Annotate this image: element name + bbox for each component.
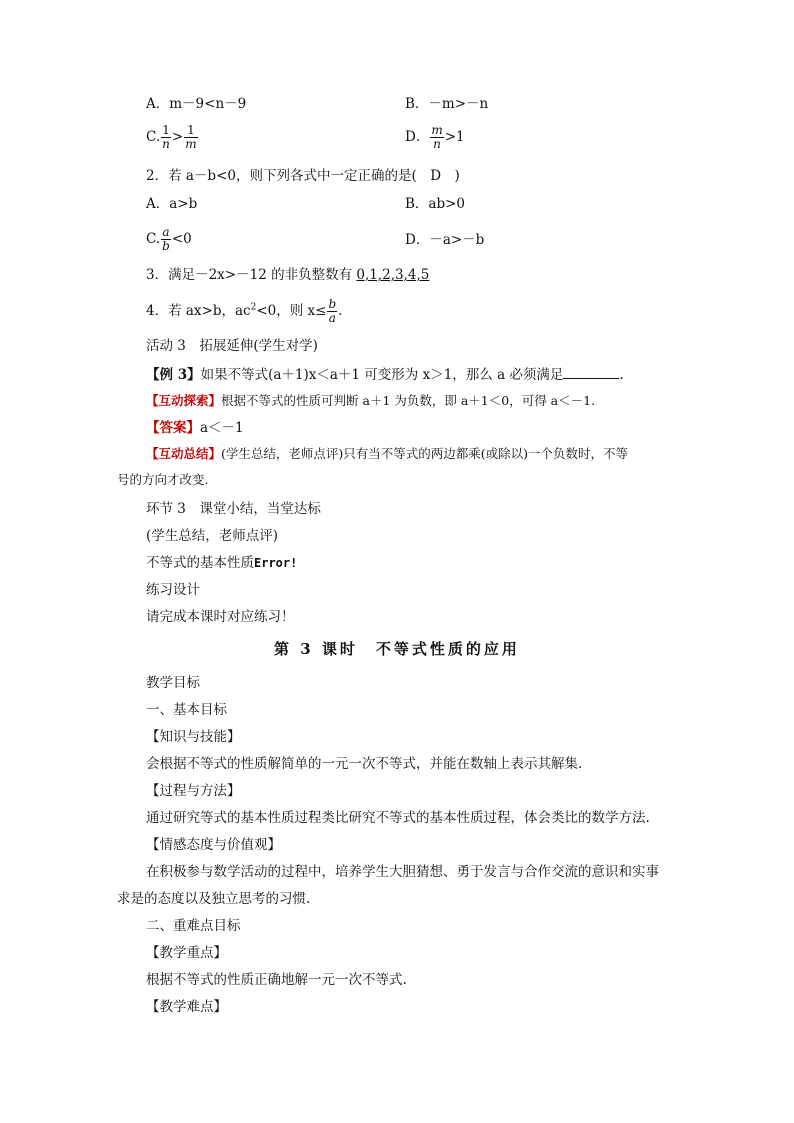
section-3-heading: 环节 3 课堂小结，当堂达标 xyxy=(146,501,321,517)
lesson-title: 第 3 课时 不等式性质的应用 xyxy=(274,640,520,658)
q2-option-c: C. $\frac{a}{b}$ <0 xyxy=(146,225,192,253)
q1-option-b: B．－m>－n xyxy=(405,96,489,112)
error-text: Error! xyxy=(254,556,298,570)
fraction: $\frac{1}{m}$ xyxy=(185,123,197,151)
goals-heading: 教学目标 xyxy=(146,675,200,691)
answer-blank xyxy=(563,366,619,379)
basic-property: 不等式的基本性质Error! xyxy=(146,555,298,571)
q2-option-d: D．－a>－b xyxy=(405,232,485,248)
emotion-text-cont: 求是的态度以及独立思考的习惯. xyxy=(117,891,311,907)
interactive-explore: 【互动探索】根据不等式的性质可判断 a＋1 为负数，即 a＋1＜0，可得 a＜－1. xyxy=(146,393,596,408)
q3-answer: 0,1,2,3,4,5 xyxy=(356,267,430,283)
knowledge-heading: 【知识与技能】 xyxy=(146,729,241,745)
basic-goals-heading: 一、基本目标 xyxy=(146,702,227,718)
q4: 4．若 ax>b，$ac^2<0$，则 x≤ $\frac{b}{a}$ . xyxy=(146,297,343,325)
fraction: $\frac{b}{a}$ xyxy=(328,297,337,325)
q1-option-c: C. $\frac{1}{n}$ > $\frac{1}{m}$ xyxy=(146,123,197,151)
process-text: 通过研究等式的基本性质过程类比研究不等式的基本性质过程，体会类比的数学方法. xyxy=(146,810,650,826)
q1-option-d: D． $\frac{m}{n}$ >1 xyxy=(405,123,465,151)
fraction: $\frac{m}{n}$ xyxy=(431,123,443,151)
emotion-heading: 【情感态度与价值观】 xyxy=(146,837,281,853)
activity-3-heading: 活动 3 拓展延伸(学生对学) xyxy=(146,338,318,354)
emotion-text: 在积极参与数学活动的过程中，培养学生大胆猜想、勇于发言与合作交流的意识和实事 xyxy=(146,864,659,880)
practice-text: 请完成本课时对应练习！ xyxy=(146,609,295,625)
interactive-summary: 【互动总结】(学生总结，老师点评)只有当不等式的两边都乘(或除以)一个负数时，不等 xyxy=(146,446,629,461)
q2-stem: 2．若 a－b<0，则下列各式中一定正确的是( D ) xyxy=(146,168,460,184)
example-3: 【例 3】如果不等式(a＋1)x＜a＋1 可变形为 x＞1，那么 a 必须满足 . xyxy=(146,367,624,383)
process-heading: 【过程与方法】 xyxy=(146,783,241,799)
practice-heading: 练习设计 xyxy=(146,582,200,598)
knowledge-text: 会根据不等式的性质解简单的一元一次不等式，并能在数轴上表示其解集. xyxy=(146,756,583,772)
student-summary: (学生总结，老师点评) xyxy=(146,528,279,544)
difficulty-heading: 【教学难点】 xyxy=(146,999,227,1015)
q3: 3．满足－2x>－12 的非负整数有 0,1,2,3,4,5 xyxy=(146,267,430,283)
focus-text: 根据不等式的性质正确地解一元一次不等式. xyxy=(146,972,407,988)
fraction: $\frac{1}{n}$ xyxy=(162,123,170,151)
q2-option-a: A．a>b xyxy=(146,196,198,212)
q1-option-a: A．m－9<n－9 xyxy=(146,96,247,112)
interactive-summary-cont: 号的方向才改变. xyxy=(117,472,209,487)
fraction: $\frac{a}{b}$ xyxy=(162,225,170,253)
q2-option-b: B．ab>0 xyxy=(405,196,466,212)
focus-heading: 【教学重点】 xyxy=(146,945,227,961)
key-goals-heading: 二、重难点目标 xyxy=(146,918,241,934)
answer: 【答案】a＜－1 xyxy=(146,420,244,436)
